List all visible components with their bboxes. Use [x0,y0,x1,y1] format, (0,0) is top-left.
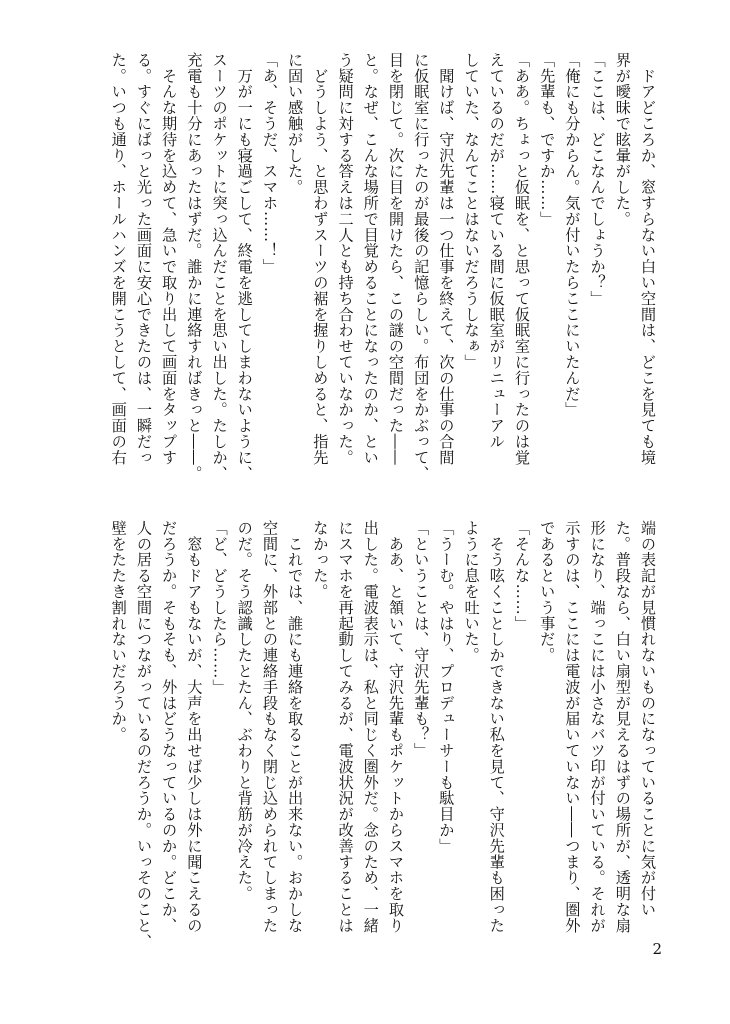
upper-text-line: えているのだが……寝ている間に仮眠室がリニューアル [487,52,506,450]
upper-text-block [106,52,660,492]
lower-text-line: 出した。電波表示は、私と同じく圏外だ。念のため、一緒 [361,520,380,934]
upper-text-line: 「あ、そうだ、スマホ……！」 [260,52,279,275]
upper-text-line: る。すぐにぱっと光った画面に安心できたのは、一瞬だっ [134,52,153,466]
upper-text-line: に仮眠室に行ったのが最後の記憶らしい。布団をかぶって、 [412,52,431,482]
upper-text-line: 「先輩も、ですか……」 [538,52,557,227]
lower-text-line: 人の居る空間につながっているのだろうか。いっそのこと、 [134,520,153,950]
lower-text-line: にスマホを再起動してみるが、電波状況が改善することは [336,520,355,934]
upper-text-line: 万が一にも寝過ごして、終電を逃してしまわないように、 [235,52,254,482]
lower-text-block [106,520,660,950]
lower-text-line: これでは、誰にも連絡を取ることが出来ない。おかしな [286,520,305,934]
lower-text-line: 空間に、外部との連絡手段もなく閉じ込められてしまった [260,520,279,934]
lower-text-line: だろうか。そもそも、外はどうなっているのか。どこか、 [160,520,179,934]
upper-text-line: スーツのポケットに突っ込んだことを思い出した。たしか、 [210,52,229,482]
lower-text-line: 「ということは、守沢先輩も？」 [412,520,431,759]
lower-text-line: 「ど、どうしたら……」 [210,520,229,695]
upper-text-line: 目を閉じて。次に目を開けたら、この謎の空間だった―― [386,52,405,466]
upper-text-line: していた、なんてことはないだろうしなぁ」 [462,52,481,370]
lower-text-line: そう呟くことしかできない私を見て、守沢先輩も困った [487,520,506,934]
upper-text-line: 「ああ。ちょっと仮眠を、と思って仮眠室に行ったのは覚 [512,52,531,466]
lower-text-line: 示すのは、ここには電波が届いていない――つまり、圏外 [563,520,582,934]
lower-text-line: 「うーむ。やはり、プロデューサーも駄目か」 [437,520,456,854]
upper-text-line: う疑問に対する答えは二人とも持ち合わせていなかった。 [336,52,355,466]
page-number: 2 [652,940,662,958]
lower-text-line: 窓もドアもないが、大声を出せば少しは外に聞こえるの [185,520,204,934]
upper-text-line: そんな期待を込めて、急いで取り出して画面をタップす [160,52,179,466]
upper-text-line: 「ここは、どこなんでしょうか？」 [588,52,607,307]
upper-text-line: 聞けば、守沢先輩は一つ仕事を終えて、次の仕事の合間 [437,52,456,466]
lower-text-line: 壁をたたき割れないだろうか。 [109,520,128,743]
upper-text-line: と。なぜ、こんな場所で目覚めることになったのか、とい [361,52,380,466]
lower-text-line: 「そんな……」 [512,520,531,632]
lower-text-line: であるという事だ。 [538,520,557,664]
upper-text-line: ドアどころか、窓すらない白い空間は、どこを見ても境 [639,52,657,466]
upper-text-line: た。いつも通り、ホールハンズを開こうとして、画面の右 [109,52,128,466]
upper-text-line: に固い感触がした。 [286,52,305,196]
lower-text-line: なかった。 [311,520,330,600]
lower-text-line: ああ、と頷いて、守沢先輩もポケットからスマホを取り [386,520,405,934]
lower-text-line: た。普段なら、白い扇型が見えるはずの場所が、透明な扇 [613,520,632,934]
upper-text-line: 充電も十分にあったはずだ。誰かに連絡すればきっと――。 [185,52,204,482]
upper-text-line: どうしよう、と思わずスーツの裾を握りしめると、指先 [311,52,330,466]
lower-text-line: ように息を吐いた。 [462,520,481,664]
lower-text-line: 端の表記が見慣れないものになっていることに気が付い [639,520,657,918]
upper-text-line: 「俺にも分からん。気が付いたらここにいたんだ」 [563,52,582,418]
upper-text-line: 界が曖昧で眩暈がした。 [613,52,632,227]
lower-text-line: のだ。そう認識したとたん、ぶわりと背筋が冷えた。 [235,520,254,902]
lower-text-line: 形になり、端っこには小さなバツ印が付いている。それが [588,520,607,934]
